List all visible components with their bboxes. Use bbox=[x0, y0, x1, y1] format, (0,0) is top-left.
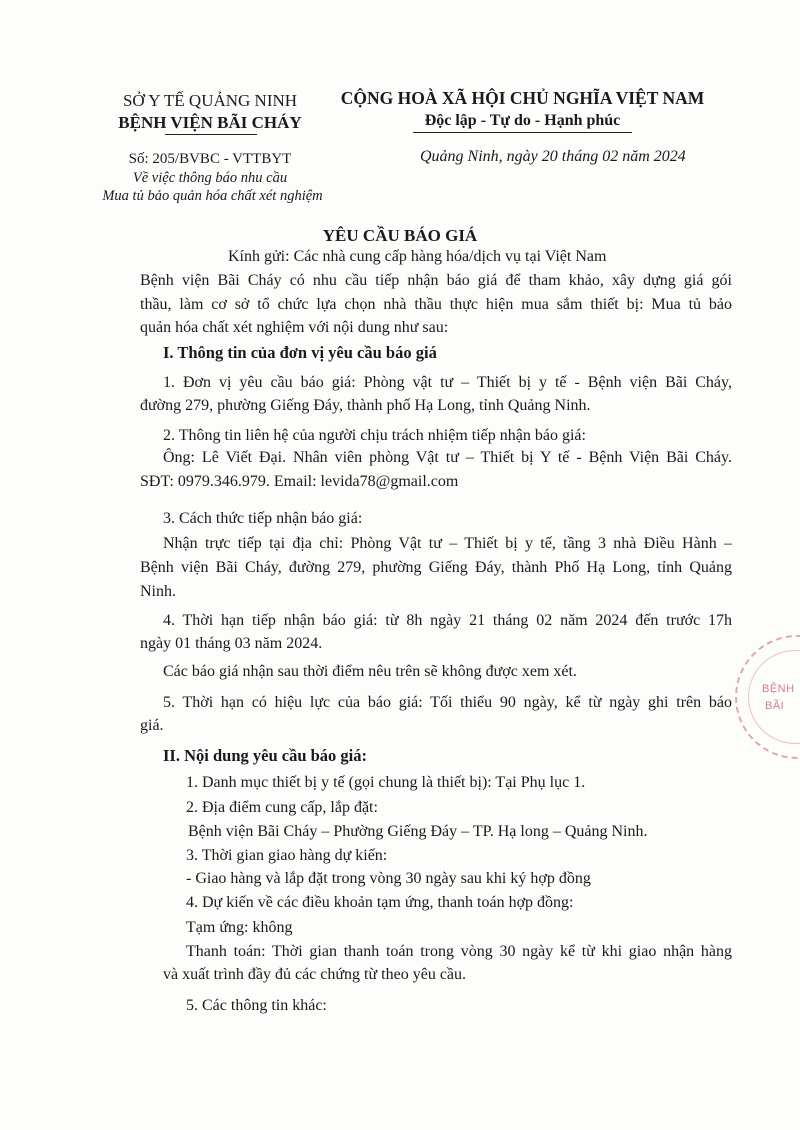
s1-item-2-line-1: Ông: Lê Viết Đại. Nhân viên phòng Vật tư – Thiết bị Y tế - Bệnh Viện Bãi Cháy. bbox=[163, 449, 732, 466]
intro-line-3: quản hóa chất xét nghiệm với nội dung như sau: bbox=[140, 319, 449, 336]
subject-line-2: Mua tủ bảo quản hóa chất xét nghiệm bbox=[102, 188, 323, 204]
section-2-title: II. Nội dung yêu cầu báo giá: bbox=[163, 746, 368, 765]
s1-item-5-line-2: giá. bbox=[140, 717, 164, 734]
s1-item-4-note: Các báo giá nhận sau thời điểm nêu trên sẽ không được xem xét. bbox=[163, 663, 577, 680]
s2-item-3: 3. Thời gian giao hàng dự kiến: bbox=[186, 847, 388, 864]
s2-item-3-detail: - Giao hàng và lắp đặt trong vòng 30 ngày sau khi ký hợp đồng bbox=[186, 870, 591, 887]
s2-item-4-advance: Tạm ứng: không bbox=[186, 919, 293, 936]
recipient: Kính gửi: Các nhà cung cấp hàng hóa/dịch vụ tại Việt Nam bbox=[228, 248, 607, 265]
s2-item-2: 2. Địa điểm cung cấp, lắp đặt: bbox=[186, 799, 378, 816]
document-number: Số: 205/BVBC - VTTBYT bbox=[128, 151, 292, 167]
hospital-name: BỆNH VIỆN BÃI CHÁY bbox=[118, 113, 302, 132]
s1-item-4-line-1: 4. Thời hạn tiếp nhận báo giá: từ 8h ngày 21 tháng 02 năm 2024 đến trước 17h bbox=[163, 612, 732, 629]
intro-line-2: thầu, làm cơ sở tổ chức lựa chọn nhà thầu thực hiện mua sắm thiết bị: Mua tủ bảo bbox=[140, 296, 732, 313]
section-1-title: I. Thông tin của đơn vị yêu cầu báo giá bbox=[163, 343, 437, 362]
s2-item-4: 4. Dự kiến về các điều khoản tạm ứng, thanh toán hợp đồng: bbox=[186, 894, 574, 911]
motto: Độc lập - Tự do - Hạnh phúc bbox=[424, 112, 621, 129]
s1-item-5-line-1: 5. Thời hạn có hiệu lực của báo giá: Tối thiểu 90 ngày, kể từ ngày ghi trên báo bbox=[163, 694, 732, 711]
s2-item-4-payment-line-2: và xuất trình đầy đủ các chứng từ theo yêu cầu. bbox=[163, 966, 467, 983]
s2-item-4-payment-line-1: Thanh toán: Thời gian thanh toán trong vòng 30 ngày kể từ khi giao nhận hàng bbox=[186, 943, 732, 960]
national-motto bbox=[330, 86, 715, 132]
department-name: SỞ Y TẾ QUẢNG NINH bbox=[122, 91, 298, 110]
s1-item-2: 2. Thông tin liên hệ của người chịu trách nhiệm tiếp nhận báo giá: bbox=[163, 427, 586, 444]
hospital-underline bbox=[165, 134, 257, 135]
s2-item-1: 1. Danh mục thiết bị y tế (gọi chung là thiết bị): Tại Phụ lục 1. bbox=[186, 774, 586, 791]
country-name: CỘNG HOÀ XÃ HỘI CHỦ NGHĨA VIỆT NAM bbox=[340, 88, 705, 108]
motto-underline bbox=[413, 132, 632, 133]
s1-item-3-line-3: Ninh. bbox=[140, 583, 176, 600]
s1-item-2-line-2: SĐT: 0979.346.979. Email: levida78@gmail.com bbox=[140, 473, 459, 490]
issuing-authority bbox=[105, 90, 315, 134]
s1-item-1-line-2: đường 279, phường Giếng Đáy, thành phố Hạ Long, tỉnh Quảng Ninh. bbox=[140, 397, 591, 414]
s2-item-2-detail: Bệnh viện Bãi Cháy – Phường Giếng Đáy – TP. Hạ long – Quảng Ninh. bbox=[188, 823, 648, 840]
s1-item-3-line-1: Nhận trực tiếp tại địa chỉ: Phòng Vật tư – Thiết bị y tế, tầng 3 nhà Điều Hành – bbox=[163, 535, 732, 552]
intro-line-1: Bệnh viện Bãi Cháy có nhu cầu tiếp nhận báo giá để tham khảo, xây dựng giá gói bbox=[140, 272, 732, 289]
subject-line-1: Về việc thông báo nhu cầu bbox=[132, 170, 288, 186]
s1-item-3-line-2: Bệnh viện Bãi Cháy, đường 279, phường Giếng Đáy, thành Phố Hạ Long, tỉnh Quảng bbox=[140, 559, 732, 576]
s1-item-4-line-2: ngày 01 tháng 03 năm 2024. bbox=[140, 635, 323, 652]
s1-item-3: 3. Cách thức tiếp nhận báo giá: bbox=[163, 510, 363, 527]
document-title: YÊU CẦU BÁO GIÁ bbox=[322, 226, 478, 245]
s2-item-5: 5. Các thông tin khác: bbox=[186, 997, 327, 1014]
issue-date: Quảng Ninh, ngày 20 tháng 02 năm 2024 bbox=[420, 148, 686, 165]
stamp-text-2: BÃI bbox=[765, 700, 785, 712]
s1-item-1-line-1: 1. Đơn vị yêu cầu báo giá: Phòng vật tư – Thiết bị y tế - Bệnh viện Bãi Cháy, bbox=[163, 374, 732, 391]
stamp-text-1: BỆNH bbox=[762, 683, 795, 695]
